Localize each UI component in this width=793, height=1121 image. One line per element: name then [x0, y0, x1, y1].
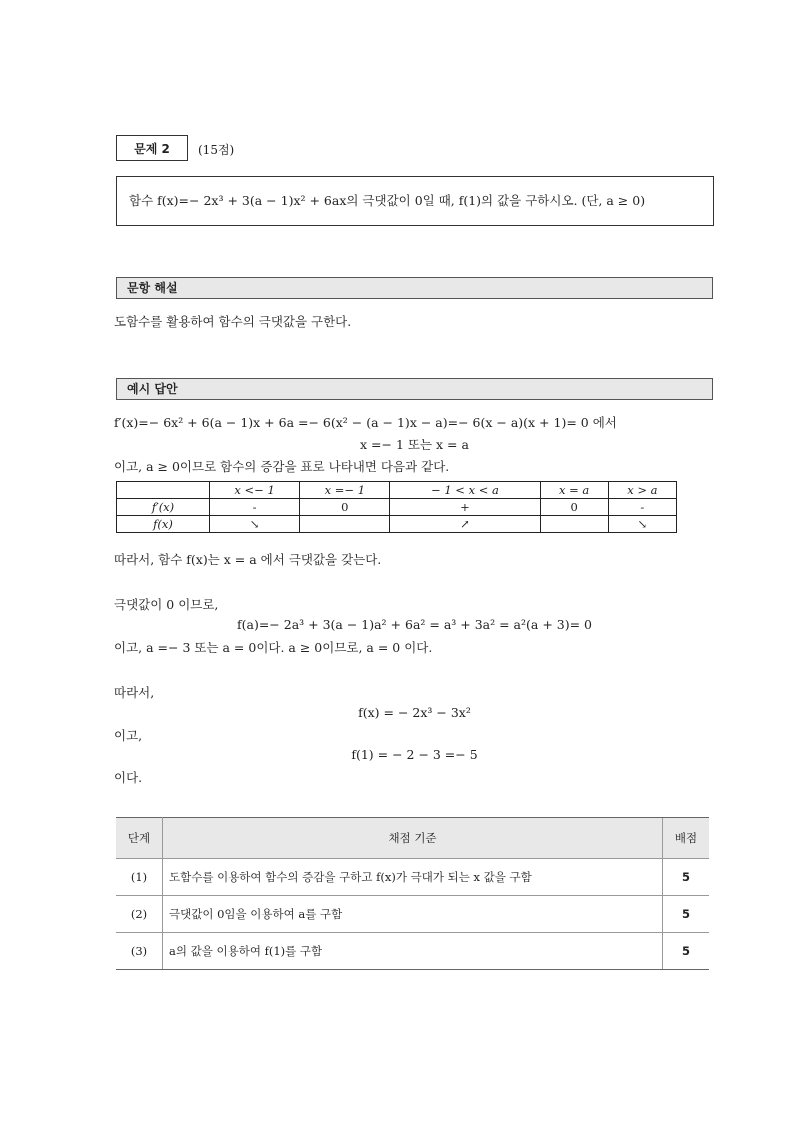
table-cell: +	[390, 499, 540, 516]
table-cell: f(x)	[117, 516, 210, 533]
answer-line-7: 이고, a =− 3 또는 a = 0이다. a ≥ 0이므로, a = 0 이다.	[114, 640, 433, 655]
problem-text: 함수 f(x)=− 2x³ + 3(a − 1)x² + 6ax의 극댓값이 0일 때, f(1)의 값을 구하시오. (단, a ≥ 0)	[129, 193, 646, 208]
problem-statement	[116, 176, 714, 226]
table-cell: -	[608, 499, 676, 516]
table-cell: 0	[540, 499, 608, 516]
grading-score: 5	[663, 859, 710, 896]
grading-step: (3)	[116, 933, 163, 970]
grading-criteria: 극댓값이 0임을 이용하여 a를 구함	[163, 896, 663, 933]
answer-line-5: 극댓값이 0 이므로,	[114, 597, 219, 612]
table-cell	[300, 516, 390, 533]
grading-header-score: 배점	[663, 818, 710, 859]
table-row	[116, 859, 709, 896]
answer-line-2: x =− 1 또는 x = a	[360, 437, 469, 452]
answer-line-10: 이고,	[114, 728, 143, 743]
answer-line-9: f(x) = − 2x³ − 3x²	[358, 705, 471, 720]
table-cell: ↘	[608, 516, 676, 533]
answer-line-8: 따라서,	[114, 685, 155, 700]
grading-step: (1)	[116, 859, 163, 896]
grading-score: 5	[663, 896, 710, 933]
problem-points: (15점)	[198, 143, 235, 157]
table-row	[116, 896, 709, 933]
table-cell: ↗	[390, 516, 540, 533]
grading-criteria: 도함수를 이용하여 함수의 증감을 구하고 f(x)가 극대가 되는 x 값을 구함	[163, 859, 663, 896]
table-header-row	[117, 482, 677, 499]
table-cell: x =− 1	[300, 482, 390, 499]
grading-step: (2)	[116, 896, 163, 933]
grading-header-step: 단계	[116, 818, 163, 859]
table-cell: 0	[300, 499, 390, 516]
table-cell: f′(x)	[117, 499, 210, 516]
table-cell: x = a	[540, 482, 608, 499]
table-row	[117, 499, 677, 516]
answer-line-4: 따라서, 함수 f(x)는 x = a 에서 극댓값을 갖는다.	[114, 552, 382, 567]
answer-line-6: f(a)=− 2a³ + 3(a − 1)a² + 6a² = a³ + 3a² = a²(a + 3)= 0	[236, 617, 592, 632]
grading-table	[116, 817, 709, 970]
table-row	[116, 933, 709, 970]
answer-line-12: 이다.	[114, 770, 143, 785]
increase-decrease-table	[116, 481, 677, 533]
grading-header-row	[116, 818, 709, 859]
grading-score: 5	[663, 933, 710, 970]
problem-label: 문제 2	[116, 135, 188, 161]
grading-header-criteria: 채점 기준	[163, 818, 663, 859]
table-cell: x <− 1	[210, 482, 300, 499]
table-cell: -	[210, 499, 300, 516]
table-cell	[540, 516, 608, 533]
table-cell	[117, 482, 210, 499]
grading-criteria: a의 값을 이용하여 f(1)를 구함	[163, 933, 663, 970]
answer-line-3: 이고, a ≥ 0이므로 함수의 증감을 표로 나타내면 다음과 같다.	[114, 459, 450, 474]
answer-line-1: f′(x)=− 6x² + 6(a − 1)x + 6a =− 6(x² − (a − 1)x − a)=− 6(x − a)(x + 1)= 0 에서	[114, 415, 617, 430]
answer-header: 예시 답안	[116, 378, 713, 400]
table-row	[117, 516, 677, 533]
explanation-text: 도함수를 활용하여 함수의 극댓값을 구한다.	[114, 314, 352, 329]
table-cell: ↘	[210, 516, 300, 533]
table-cell: x > a	[608, 482, 676, 499]
table-cell: − 1 < x < a	[390, 482, 540, 499]
answer-line-11: f(1) = − 2 − 3 =− 5	[351, 747, 478, 762]
explanation-header: 문항 해설	[116, 277, 713, 299]
